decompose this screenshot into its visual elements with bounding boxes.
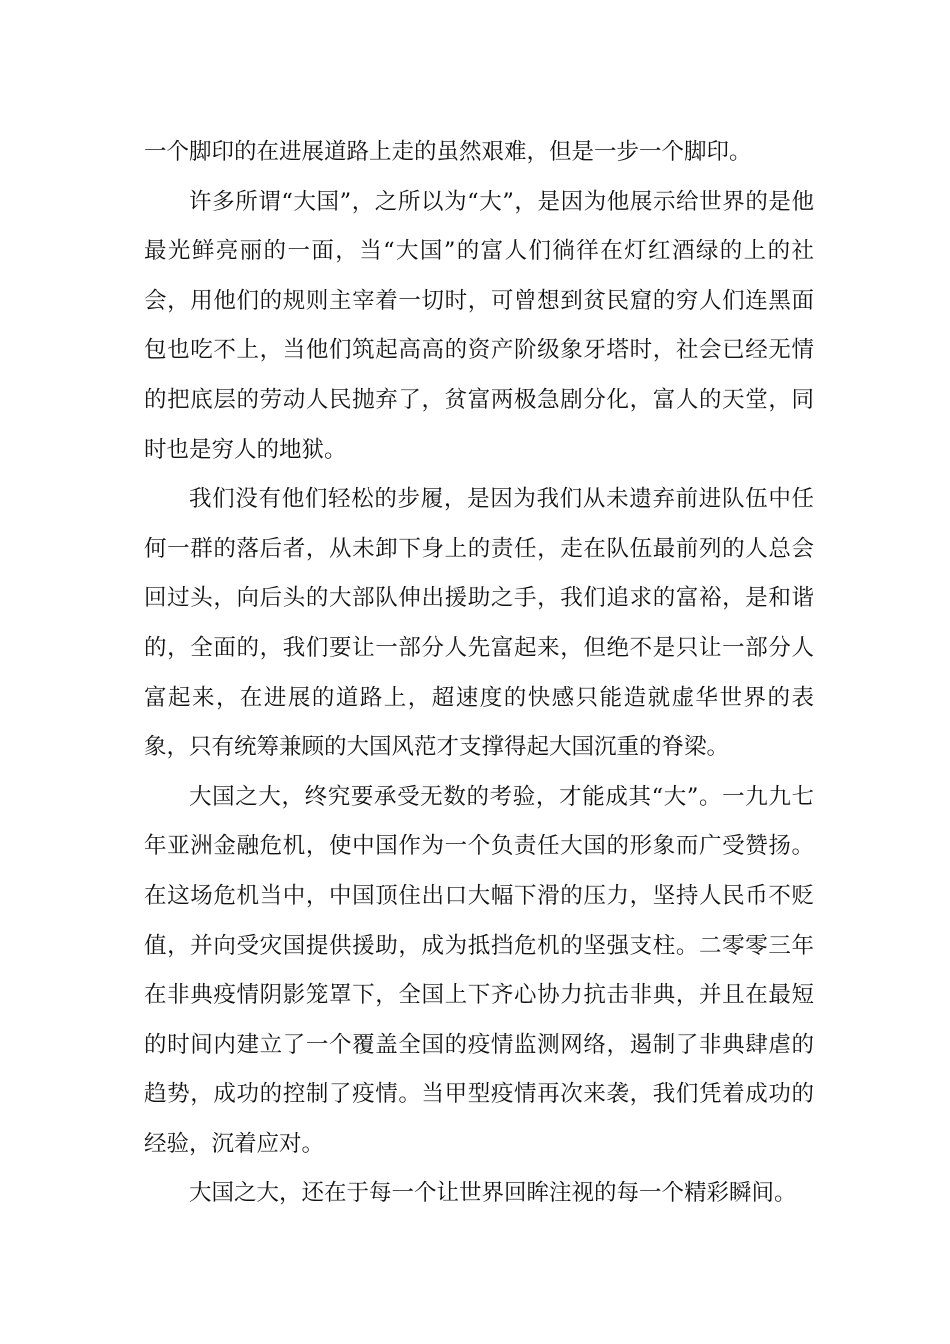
document-body [144,128,814,1219]
paragraph: 我们没有他们轻松的步履，是因为我们从未遗弃前进队伍中任何一群的落后者，从未卸下身上的责任，走在队伍最前列的人总会回过头，向后头的大部队伸出援助之手，我们追求的富裕，是和谐的，全面的，我们要让一部分人先富起来，但绝不是只让一部分人富起来，在进展的道路上，超速度的快感只能造就虚华世界的表象，只有统筹兼顾的大国风范才支撑得起大国沉重的脊梁。 [144,486,814,761]
paragraph: 许多所谓“大国”，之所以为“大”，是因为他展示给世界的是他最光鲜亮丽的一面，当“大国”的富人们徜徉在灯红酒绿的上的社会，用他们的规则主宰着一切时，可曾想到贫民窟的穷人们连黑面包也吃不上，当他们筑起高高的资产阶级象牙塔时，社会已经无情的把底层的劳动人民抛弃了，贫富两极急剧分化，富人的天堂，同时也是穷人的地狱。 [144,188,814,463]
paragraph: 大国之大，还在于每一个让世界回眸注视的每一个精彩瞬间。 [189,1180,797,1207]
paragraph: 大国之大，终究要承受无数的考验，才能成其“大”。一九九七年亚洲金融危机，使中国作为一个负责任大国的形象而广受赞扬。在这场危机当中，中国顶住出口大幅下滑的压力，坚持人民币不贬值，并向受灾国提供援助，成为抵挡危机的坚强支柱。二零零三年在非典疫情阴影笼罩下，全国上下齐心协力抗击非典，并且在最短的时间内建立了一个覆盖全国的疫情监测网络，遏制了非典肆虐的趋势，成功的控制了疫情。当甲型疫情再次来袭，我们凭着成功的经验，沉着应对。 [144,783,814,1157]
paragraph-continuation: 一个脚印的在进展道路上走的虽然艰难，但是一步一个脚印。 [144,139,752,165]
